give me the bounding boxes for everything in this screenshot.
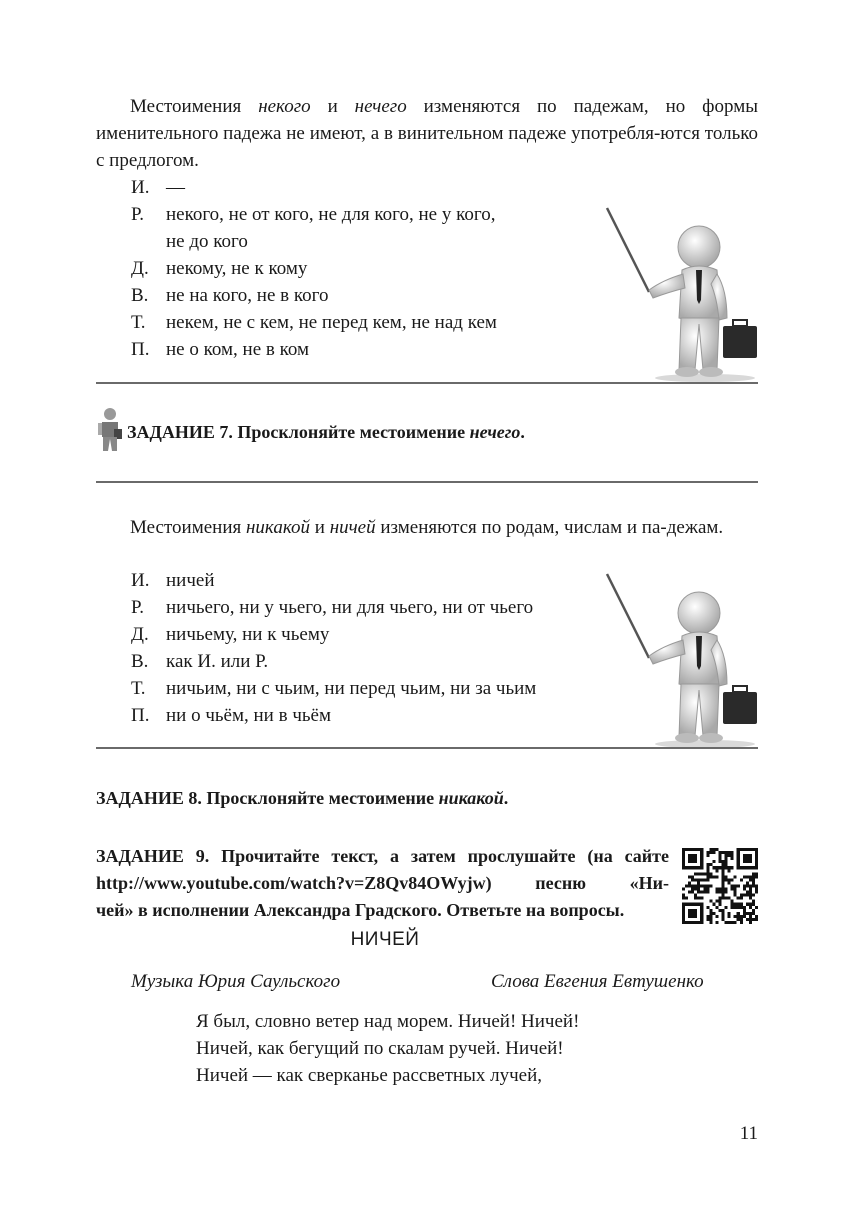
declension-row (131, 309, 581, 336)
section-divider (96, 382, 758, 384)
case-label: Д. (131, 624, 149, 645)
case-forms: не о ком, не в ком (166, 339, 310, 360)
paragraph-text: ются только с предлогом. (96, 123, 758, 171)
declension-row (131, 255, 581, 282)
verse-line: Ничей — как сверканье рассветных лучей, (196, 1065, 542, 1086)
paragraph-text: именительного падежа не имеют, а в винительном падеже употребля- (96, 123, 661, 144)
case-label: П. (131, 705, 150, 726)
pronoun-term: никакой (246, 517, 311, 538)
paragraph-text: и (310, 96, 355, 117)
case-forms: не на кого, не в кого (166, 285, 329, 306)
intro-paragraph-2 (96, 514, 758, 541)
task-7-label: ЗАДАНИЕ 7. Просклоняйте местоимение (127, 422, 470, 442)
song-verse (196, 1008, 579, 1089)
case-label: В. (131, 285, 149, 306)
task-8-end: . (503, 788, 509, 808)
paragraph-text: изменяются по родам, числам и па- (375, 517, 667, 538)
case-label: Т. (131, 678, 146, 699)
case-forms: ничей (166, 570, 215, 591)
case-forms: некого, не от кого, не для кого, не у кого, не до кого (166, 204, 496, 252)
case-label: Р. (131, 204, 144, 225)
declension-row (131, 201, 581, 255)
case-label: И. (131, 570, 150, 591)
declension-table-1 (131, 174, 581, 363)
verse-line: Я был, словно ветер над морем. Ничей! Ничей! (196, 1011, 580, 1032)
task-7-word: нечего (469, 422, 521, 442)
task-9-line: ЗАДАНИЕ 9. Прочитайте текст, а затем прослушайте (на сайте (96, 846, 669, 866)
task-9 (96, 843, 669, 924)
task-8-word: никакой (438, 788, 504, 808)
task-7 (127, 419, 525, 446)
declension-row (131, 648, 611, 675)
declension-row (131, 621, 611, 648)
case-label: В. (131, 651, 149, 672)
case-forms: — (166, 177, 185, 198)
pronoun-term: ничей (329, 517, 376, 538)
teacher-figure-icon (597, 200, 762, 382)
case-forms: ничьего, ни у чьего, ни для чьего, ни от чьего (166, 597, 534, 618)
section-divider (96, 747, 758, 749)
case-forms: ничьим, ни с чьим, ни перед чьим, ни за чьим (166, 678, 537, 699)
page-number: 11 (739, 1123, 758, 1144)
section-divider (96, 481, 758, 483)
case-forms: некому, не к кому (166, 258, 308, 279)
paragraph-text: изменяются по падежам, но формы (406, 96, 758, 117)
declension-row (131, 594, 611, 621)
case-label: И. (131, 177, 150, 198)
declension-row (131, 282, 581, 309)
music-credit: Музыка Юрия Саульского (131, 971, 341, 992)
case-label: П. (131, 339, 150, 360)
declension-row (131, 336, 581, 363)
task-9-line: чей» в исполнении Александра Градского. Ответьте на вопросы. (96, 900, 625, 920)
task-8 (96, 785, 508, 812)
paragraph-text: и (310, 517, 330, 538)
case-label: Р. (131, 597, 144, 618)
qr-code-icon[interactable] (682, 848, 758, 924)
intro-paragraph-1 (96, 93, 758, 174)
teacher-figure-icon (597, 566, 762, 748)
case-forms: ничьему, ни к чьему (166, 624, 330, 645)
case-forms: ни о чьём, ни в чьём (166, 705, 331, 726)
task-figure-icon (96, 407, 122, 453)
declension-row (131, 675, 611, 702)
lyrics-credit: Слова Евгения Евтушенко (491, 971, 704, 992)
verse-line: Ничей, как бегущий по скалам ручей. Ничей! (196, 1038, 564, 1059)
task-7-end: . (520, 422, 525, 442)
task-9-link-line[interactable]: http://www.youtube.com/watch?v=Z8Qv84OWyjw) песню «Ни- (96, 873, 669, 893)
task-8-label: ЗАДАНИЕ 8. Просклоняйте местоимение (96, 788, 439, 808)
case-forms: как И. или Р. (166, 651, 269, 672)
pronoun-term: нечего (354, 96, 407, 117)
song-title: НИЧЕЙ (350, 929, 420, 950)
declension-row (131, 174, 581, 201)
declension-row (131, 567, 611, 594)
declension-table-2 (131, 567, 611, 729)
case-forms: некем, не с кем, не перед кем, не над кем (166, 312, 497, 333)
declension-row (131, 702, 611, 729)
paragraph-text: дежам. (666, 517, 724, 538)
case-label: Т. (131, 312, 146, 333)
paragraph-text: Местоимения (130, 96, 259, 117)
paragraph-text: Местоимения (130, 517, 246, 538)
case-label: Д. (131, 258, 149, 279)
pronoun-term: некого (258, 96, 311, 117)
